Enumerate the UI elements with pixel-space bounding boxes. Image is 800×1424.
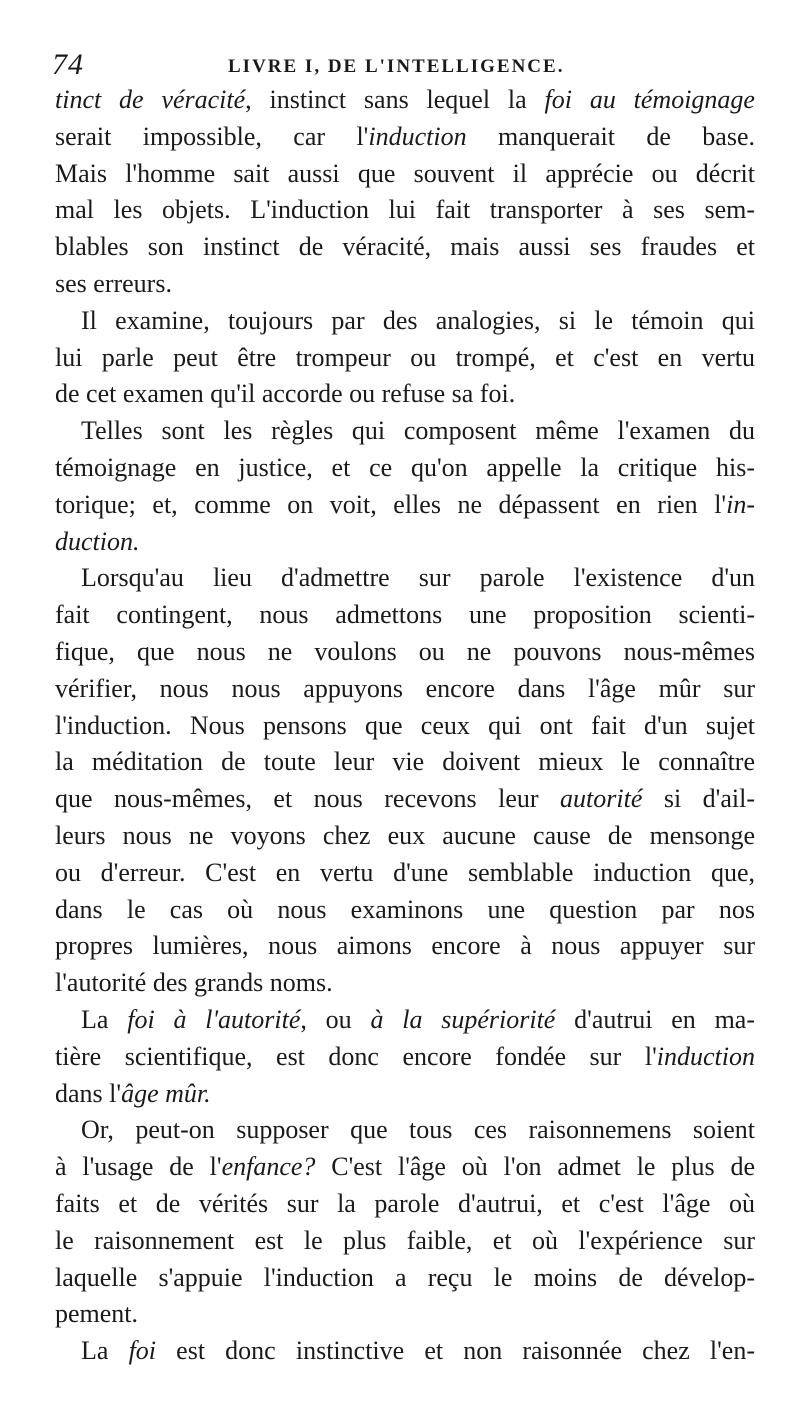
- text-segment: mal les objets. L'induction lui fait transporter à ses sem-: [55, 195, 755, 225]
- page-number: 74: [52, 48, 84, 81]
- body-text: [55, 82, 755, 1370]
- text-line: [55, 156, 755, 193]
- text-line: [55, 708, 755, 745]
- text-segment: La: [81, 1004, 128, 1034]
- text-line: [55, 818, 755, 855]
- text-line: [55, 1333, 755, 1370]
- text-segment: fait contingent, nous admettons une proposition scienti-: [55, 600, 755, 630]
- text-segment: leurs nous ne voyons chez eux aucune cause de mensonge: [55, 820, 755, 850]
- text-segment: témoignage en justice, et ce qu'on appelle la critique his-: [55, 452, 755, 482]
- text-line: [55, 965, 755, 1002]
- text-line: [55, 1223, 755, 1260]
- text-segment: l'autorité des grands noms.: [55, 968, 333, 998]
- text-line: [55, 928, 755, 965]
- italic-text: induction: [656, 1041, 755, 1071]
- text-line: [55, 744, 755, 781]
- text-line: [55, 340, 755, 377]
- italic-text: foi au témoignage: [544, 85, 755, 114]
- italic-text: foi: [128, 1336, 157, 1366]
- text-segment: manquerait de base.: [466, 121, 755, 151]
- text-segment: le raisonnement est le plus faible, et où l'expérience sur: [55, 1225, 755, 1255]
- italic-text: tinct de véracité: [55, 85, 246, 114]
- text-line: [55, 781, 755, 818]
- italic-text: induction: [368, 121, 467, 151]
- text-line: [55, 1260, 755, 1297]
- text-segment: propres lumières, nous aimons encore à nous appuyer sur: [55, 931, 755, 961]
- text-segment: que nous-mêmes, et nous recevons leur: [55, 784, 561, 814]
- italic-text: enfance?: [221, 1152, 316, 1182]
- text-segment: C'est l'âge où l'on admet le plus de: [315, 1152, 755, 1182]
- text-line: [55, 1112, 755, 1149]
- text-line: [55, 1076, 755, 1113]
- text-line: [55, 303, 755, 340]
- text-line: [55, 671, 755, 708]
- text-line: [55, 597, 755, 634]
- text-segment: d'autrui en ma-: [555, 1004, 755, 1034]
- text-line: [55, 450, 755, 487]
- text-segment: serait impossible, car l': [55, 121, 369, 151]
- text-segment: La: [81, 1336, 129, 1366]
- text-segment: dans le cas où nous examinons une question par nos: [55, 894, 755, 924]
- italic-text: âge mûr.: [121, 1078, 211, 1108]
- text-segment: Lorsqu'au lieu d'admettre sur parole l'existence d'un: [81, 563, 755, 593]
- text-line: [55, 892, 755, 929]
- text-line: [55, 1186, 755, 1223]
- text-segment: Il examine, toujours par des analogies, si le témoin qui: [81, 305, 755, 335]
- text-segment: si d'ail-: [642, 784, 755, 814]
- text-segment: faits et de vérités sur la parole d'autrui, et c'est l'âge où: [55, 1188, 755, 1218]
- text-segment: la méditation de toute leur vie doivent mieux le connaître: [55, 747, 755, 777]
- text-segment: Or, peut-on supposer que tous ces raisonnemens soient: [81, 1115, 755, 1145]
- text-line: [55, 1039, 755, 1076]
- text-segment: blables son instinct de véracité, mais aussi ses fraudes et: [55, 232, 755, 262]
- text-line: [55, 376, 755, 413]
- text-segment: Mais l'homme sait aussi que souvent il apprécie ou décrit: [55, 158, 755, 188]
- running-head: LIVRE I, DE L'INTELLIGENCE.: [228, 56, 565, 77]
- text-segment: Telles sont les règles qui composent même l'examen du: [81, 416, 755, 446]
- text-line: [55, 855, 755, 892]
- page-header: [52, 46, 740, 86]
- text-segment: laquelle s'appuie l'induction a reçu le moins de dévelop-: [55, 1262, 755, 1292]
- text-line: [55, 634, 755, 671]
- text-segment: , ou: [300, 1004, 371, 1034]
- text-line: [55, 560, 755, 597]
- text-line: [55, 1002, 755, 1039]
- text-segment: lui parle peut être trompeur ou trompé, et c'est en vertu: [55, 342, 755, 372]
- text-segment: ou d'erreur. C'est en vertu d'une semblable induction que,: [55, 857, 755, 887]
- text-segment: de cet examen qu'il accorde ou refuse sa foi.: [55, 379, 516, 409]
- text-line: [55, 524, 755, 561]
- text-line: [55, 119, 755, 156]
- italic-text: in-: [726, 489, 755, 519]
- italic-text: autorité: [560, 784, 643, 814]
- text-segment: vérifier, nous nous appuyons encore dans l'âge mûr sur: [55, 673, 755, 703]
- text-line: [55, 266, 755, 303]
- text-segment: fique, que nous ne voulons ou ne pouvons nous-mêmes: [55, 636, 755, 666]
- text-segment: l'induction. Nous pensons que ceux qui ont fait d'un sujet: [55, 710, 755, 740]
- text-line: [55, 82, 755, 119]
- italic-text: à la supériorité: [370, 1004, 556, 1034]
- text-segment: pement.: [55, 1299, 139, 1329]
- italic-text: foi à l'autorité: [127, 1004, 301, 1034]
- text-segment: dans l': [55, 1078, 122, 1108]
- text-segment: , instinct sans lequel la: [245, 85, 545, 114]
- text-line: [55, 413, 755, 450]
- text-line: [55, 229, 755, 266]
- text-line: [55, 1149, 755, 1186]
- italic-text: duction.: [55, 526, 140, 556]
- text-line: [55, 487, 755, 524]
- text-segment: ses erreurs.: [55, 268, 172, 298]
- text-segment: à l'usage de l': [55, 1152, 222, 1182]
- text-line: [55, 192, 755, 229]
- text-segment: tière scientifique, est donc encore fondée sur l': [55, 1041, 657, 1071]
- text-segment: est donc instinctive et non raisonnée chez l'en-: [156, 1336, 755, 1366]
- text-line: [55, 1296, 755, 1333]
- text-segment: torique; et, comme on voit, elles ne dépassent en rien l': [55, 489, 727, 519]
